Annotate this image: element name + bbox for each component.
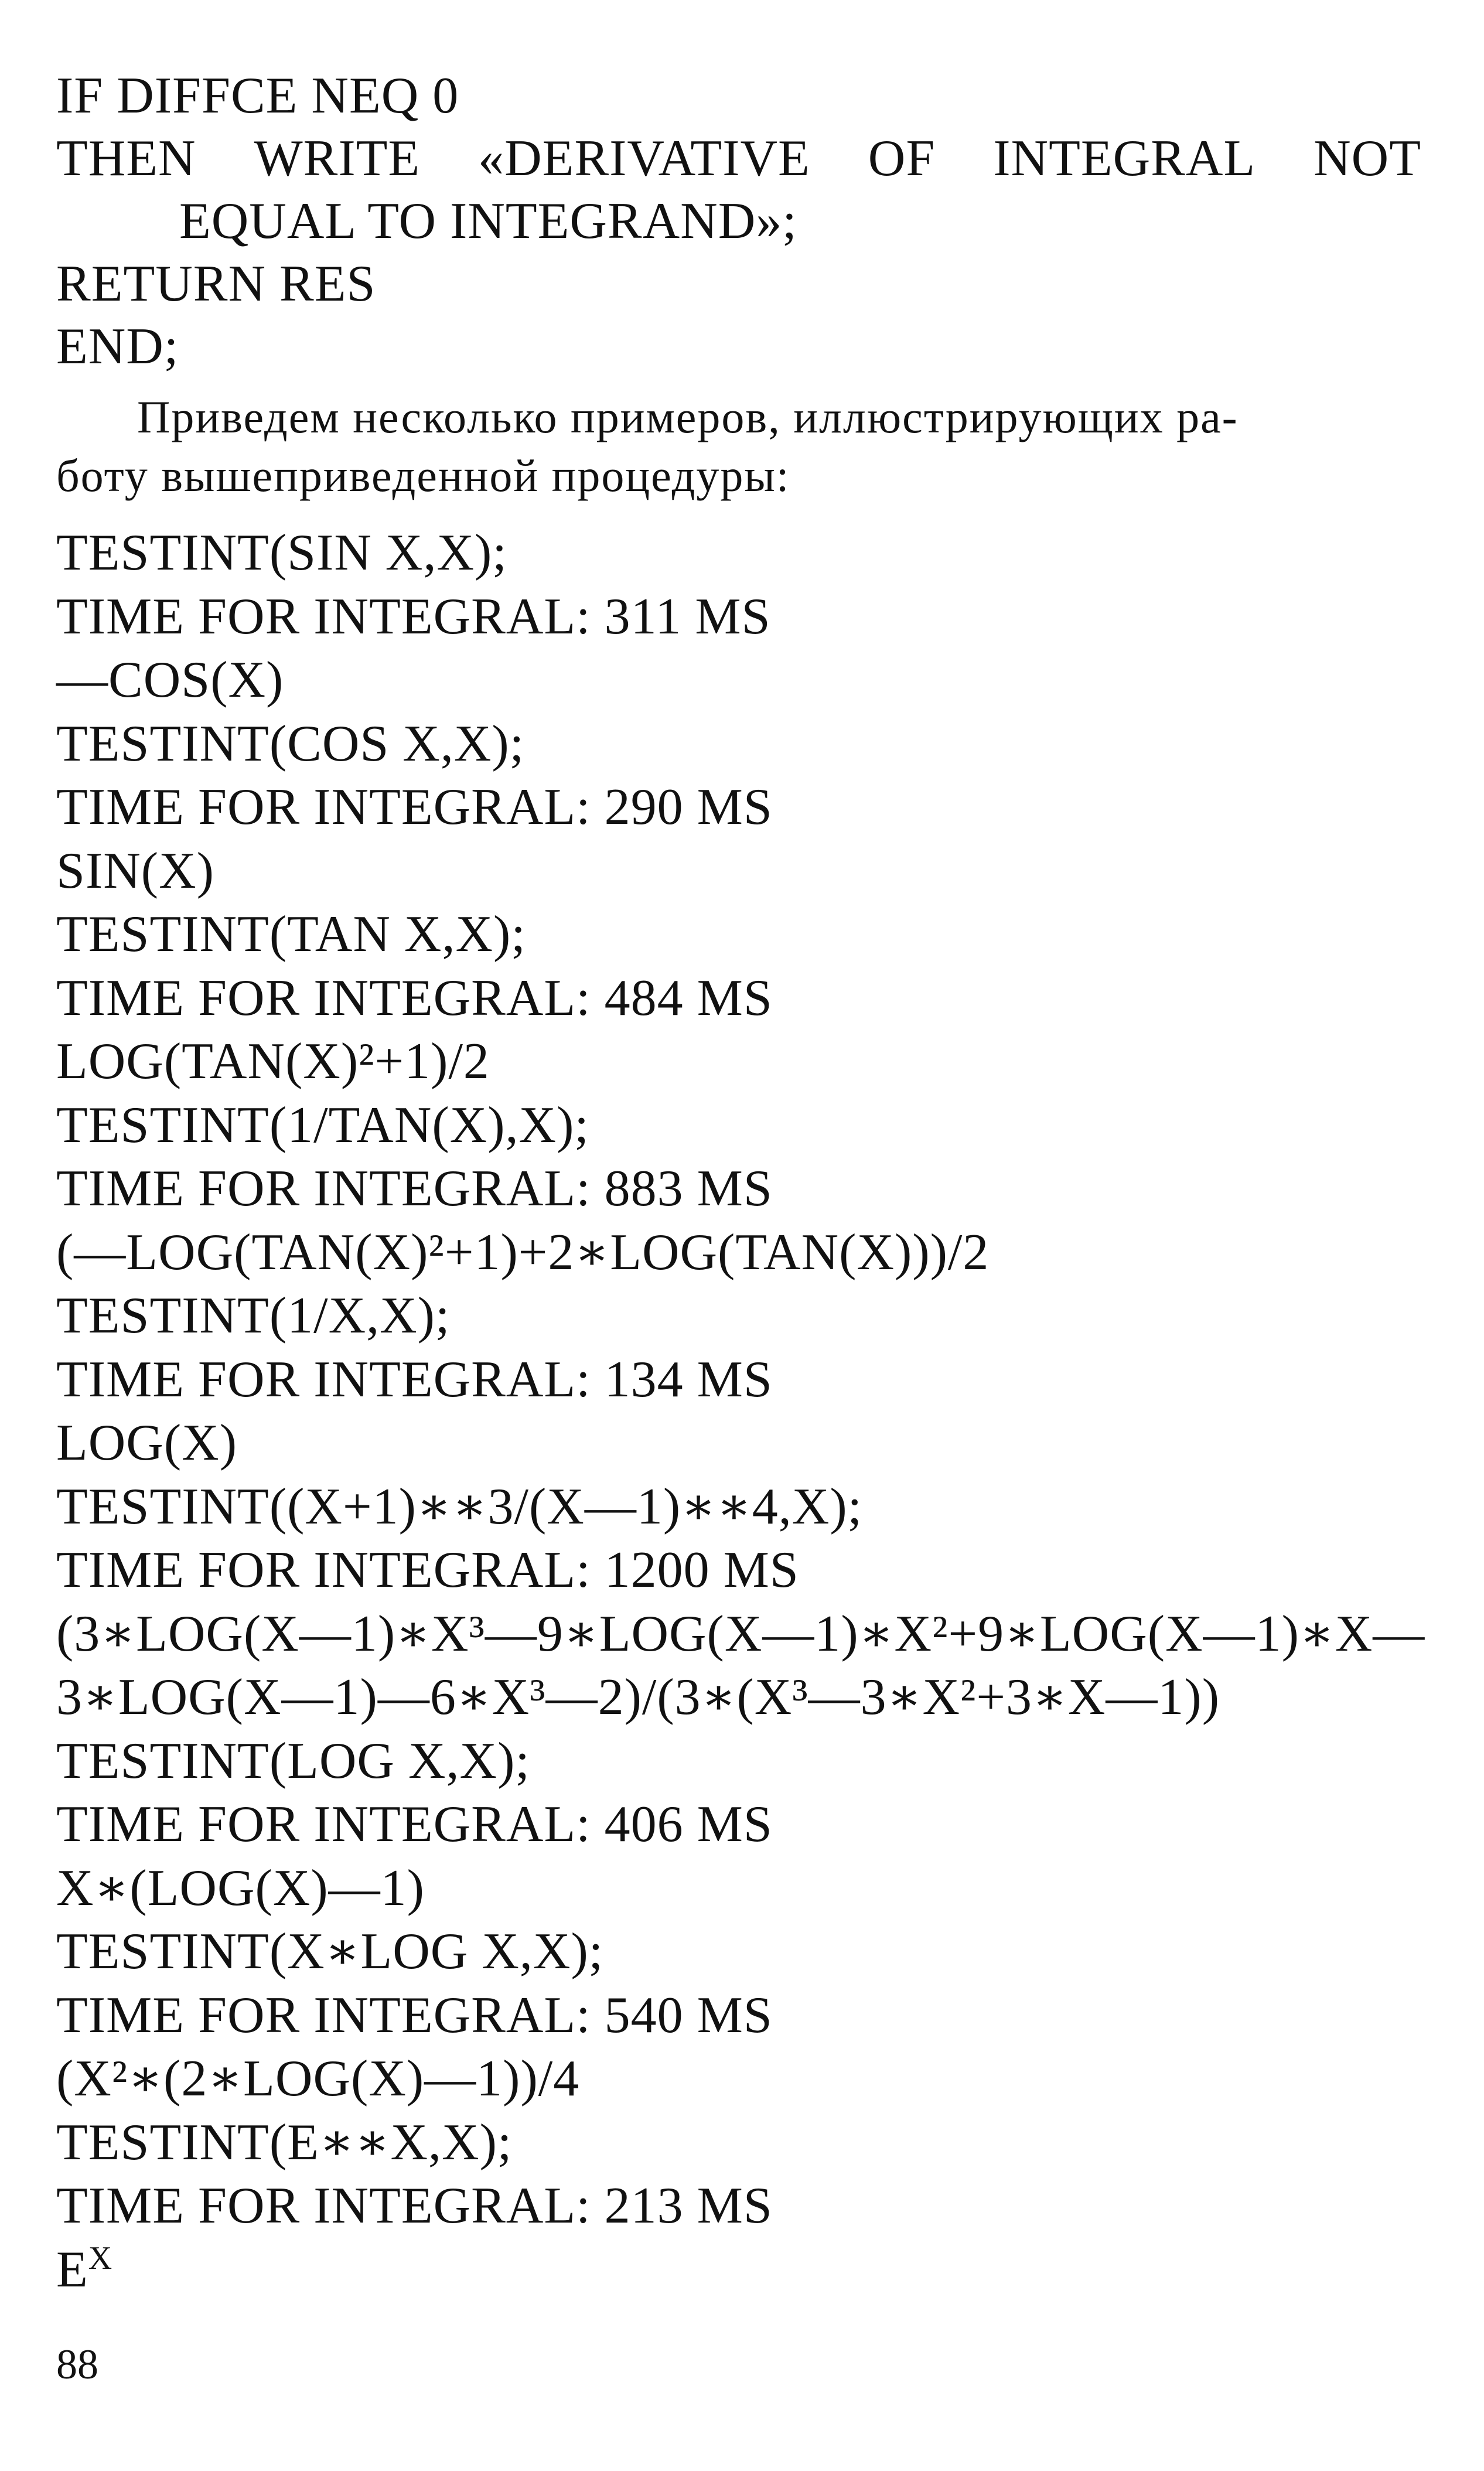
code-line: TIME FOR INTEGRAL: 484 MS — [56, 969, 773, 1027]
final-result-exponent: X — [88, 2240, 113, 2276]
example-output-block — [56, 522, 1425, 2302]
code-line: TIME FOR INTEGRAL: 311 MS — [56, 588, 771, 645]
code-line: LOG(TAN(X)²+1)/2 — [56, 1033, 490, 1090]
paragraph-line: боту вышеприведенной процедуры: — [56, 450, 790, 501]
code-line-final-result — [56, 2238, 1421, 2302]
code-line: X∗(LOG(X)—1) — [56, 1859, 425, 1917]
code-line: TIME FOR INTEGRAL: 406 MS — [56, 1796, 773, 1853]
code-line: TIME FOR INTEGRAL: 540 MS — [56, 1986, 773, 2044]
code-line: TESTINT(COS X,X); — [56, 715, 525, 772]
code-line: TIME FOR INTEGRAL: 1200 MS — [56, 1542, 799, 1599]
code-line: SIN(X) — [56, 842, 214, 899]
code-line: (—LOG(TAN(X)²+1)+2∗LOG(TAN(X)))/2 — [56, 1223, 990, 1281]
code-word: «DERIVATIVE — [478, 130, 810, 187]
paragraph-line: Приведем несколько примеров, иллюстрирующих ра- — [137, 391, 1239, 442]
code-line: TIME FOR INTEGRAL: 883 MS — [56, 1160, 773, 1217]
code-line-if: IF DIFFCE NEQ 0 — [56, 67, 459, 124]
code-line: TESTINT(LOG X,X); — [56, 1732, 530, 1790]
code-line: TESTINT(E∗∗X,X); — [56, 2114, 513, 2171]
code-line: TESTINT(SIN X,X); — [56, 524, 507, 581]
final-result-base: E — [56, 2241, 88, 2298]
code-line-end: END; — [56, 318, 179, 375]
code-line: 3∗LOG(X—1)—6∗X³—2)/(3∗(X³—3∗X²+3∗X—1)) — [56, 1669, 1220, 1726]
code-line-return: RETURN RES — [56, 255, 376, 312]
code-word: INTEGRAL — [993, 130, 1256, 187]
code-line: TESTINT(1/X,X); — [56, 1287, 451, 1344]
code-word: THEN — [56, 130, 196, 187]
page-number: 88 — [56, 2341, 98, 2388]
code-line: (3∗LOG(X—1)∗X³—9∗LOG(X—1)∗X²+9∗LOG(X—1)∗X— — [56, 1605, 1425, 1662]
code-line: TIME FOR INTEGRAL: 290 MS — [56, 779, 773, 836]
code-line: TESTINT((X+1)∗∗3/(X—1)∗∗4,X); — [56, 1478, 863, 1535]
code-word: NOT — [1314, 130, 1421, 187]
code-line: TESTINT(TAN X,X); — [56, 906, 526, 963]
code-line-equal: EQUAL TO INTEGRAND»; — [179, 193, 797, 250]
code-line: —COS(X) — [56, 652, 284, 708]
code-line: TIME FOR INTEGRAL: 134 MS — [56, 1351, 773, 1408]
intro-paragraph — [56, 388, 1421, 505]
code-line: TESTINT(1/TAN(X),X); — [56, 1096, 589, 1154]
code-line: (X²∗(2∗LOG(X)—1))/4 — [56, 2050, 580, 2107]
code-word: OF — [868, 130, 936, 187]
code-header-block — [56, 64, 1421, 378]
code-line-then — [56, 127, 1421, 190]
code-line: TIME FOR INTEGRAL: 213 MS — [56, 2177, 773, 2234]
code-line: TESTINT(X∗LOG X,X); — [56, 1923, 604, 1980]
code-line: LOG(X) — [56, 1415, 238, 1471]
code-word: WRITE — [254, 130, 421, 187]
